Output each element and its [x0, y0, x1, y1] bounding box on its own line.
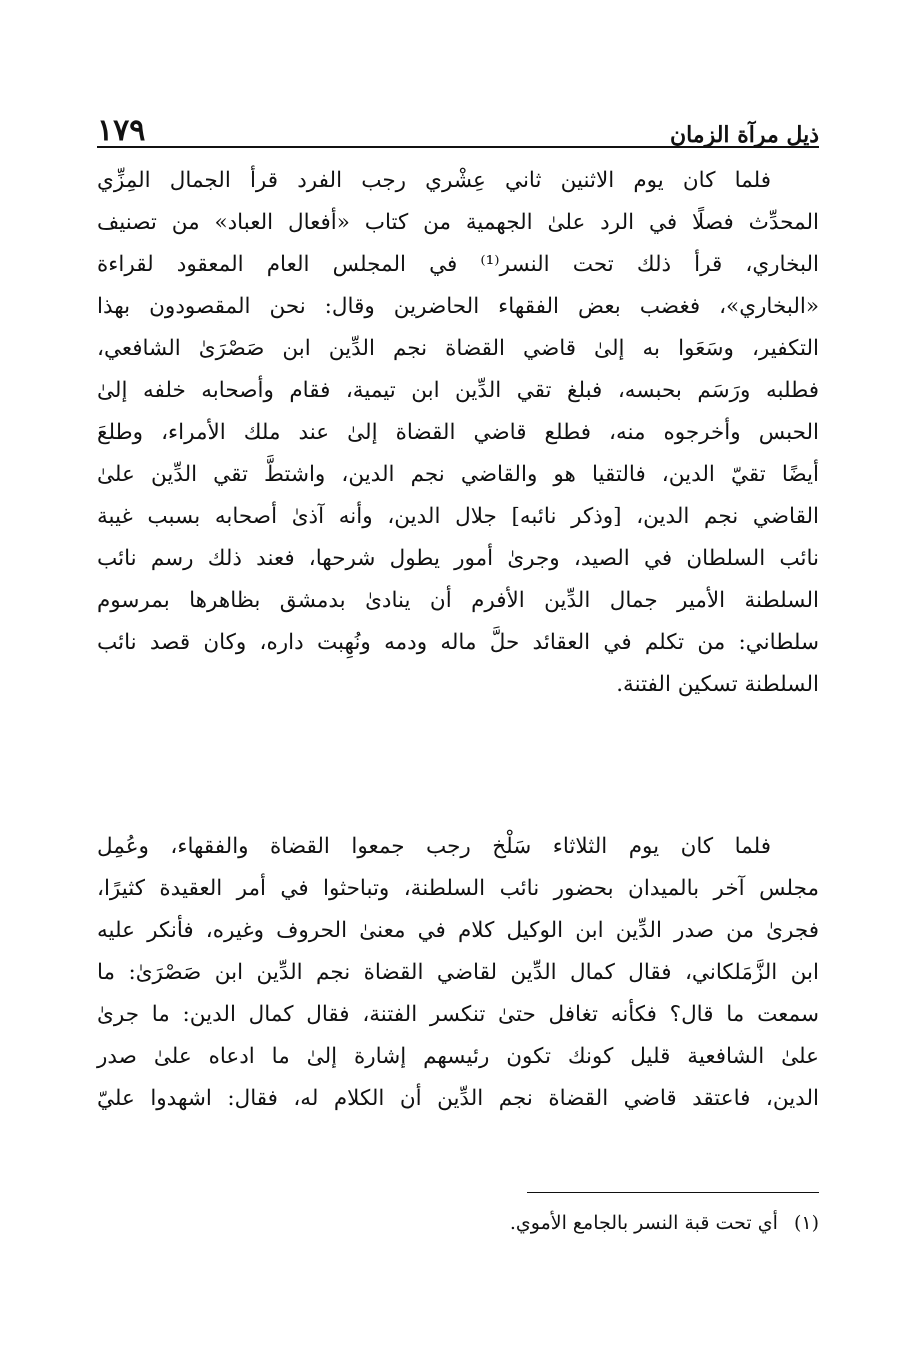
text-line: القاضي نجم الدين، [وذكر نائبه] جلال الدين، وأنه آذىٰ أصحابه بسبب غيبة — [97, 504, 819, 529]
text-line: ابن الزَّمَلكاني، فقال كمال الدِّين لقاضي القضاة نجم الدِّين ابن صَصْرَىٰ: ما — [97, 960, 819, 985]
text-line: سمعت ما قال؟ فكأنه تغافل حتىٰ تنكسر الفتنة، فقال كمال الدين: ما جرىٰ — [97, 1002, 819, 1027]
footnote-marker: (١) — [793, 1212, 819, 1234]
text-line: أيضًا تقيّ الدين، فالتقيا هو والقاضي نجم الدين، واشتطَّ تقي الدِّين علىٰ — [97, 462, 819, 487]
paragraph-2 — [97, 826, 819, 1120]
text-line: فلما كان يوم الاثنين ثاني عِشْري رجب الفرد قرأ الجمال المِزِّي — [97, 168, 771, 193]
footnote — [97, 1206, 819, 1240]
header-divider — [97, 146, 819, 148]
text-line: مجلس آخر بالميدان بحضور نائب السلطنة، وتباحثوا في أمر العقيدة كثيرًا، — [97, 876, 819, 901]
text-line: السلطنة تسكين الفتنة. — [616, 672, 819, 697]
page-header — [97, 108, 819, 148]
text-line: المحدِّث فصلًا في الرد علىٰ الجهمية من كتاب «أفعال العباد» من تصنيف — [97, 210, 819, 235]
text-line: «البخاري»، فغضب بعض الفقهاء الحاضرين وقال: نحن المقصودون بهذا — [97, 294, 819, 319]
text-line: الحبس وأخرجوه منه، فطلع قاضي القضاة إلىٰ عند ملك الأمراء، وطلعَ — [97, 420, 819, 445]
page-number: ١٧٩ — [97, 113, 146, 148]
text-line: علىٰ الشافعية قليل كونك تكون رئيسهم إشارة إلىٰ ما ادعاه علىٰ صدر — [97, 1044, 819, 1069]
text-line: فطلبه ورَسَم بحبسه، فبلغ تقي الدِّين ابن تيمية، فقام وأصحابه خلفه إلىٰ — [97, 378, 819, 403]
text-line: البخاري، قرأ ذلك تحت النسر⁽¹⁾ في المجلس العام المعقود لقراءة — [97, 252, 819, 277]
running-title: ذيل مرآة الزمان — [669, 122, 819, 148]
text-line: نائب السلطان في الصيد، وجرىٰ أمور يطول شرحها، فعند ذلك رسم نائب — [97, 546, 819, 571]
paragraph-1 — [97, 160, 819, 706]
text-line: السلطنة الأمير جمال الدِّين الأفرم أن ينادىٰ بدمشق بظاهرها بمرسوم — [97, 588, 819, 613]
footnote-divider — [527, 1192, 819, 1193]
text-line: الدين، فاعتقد قاضي القضاة نجم الدِّين أن الكلام له، فقال: اشهدوا عليّ — [97, 1086, 819, 1111]
text-line: فجرىٰ من صدر الدِّين ابن الوكيل كلام في معنىٰ الحروف وغيره، فأنكر عليه — [97, 918, 819, 943]
text-line: التكفير، وسَعَوا به إلىٰ قاضي القضاة نجم الدِّين ابن صَصْرَىٰ الشافعي، — [97, 336, 819, 361]
footnote-text: أي تحت قبة النسر بالجامع الأموي. — [509, 1212, 778, 1234]
text-line: سلطاني: من تكلم في العقائد حلَّ ماله ودمه ونُهِبت داره، وكان قصد نائب — [97, 630, 819, 655]
text-line: فلما كان يوم الثلاثاء سَلْخ رجب جمعوا القضاة والفقهاء، وعُمِل — [97, 834, 771, 859]
